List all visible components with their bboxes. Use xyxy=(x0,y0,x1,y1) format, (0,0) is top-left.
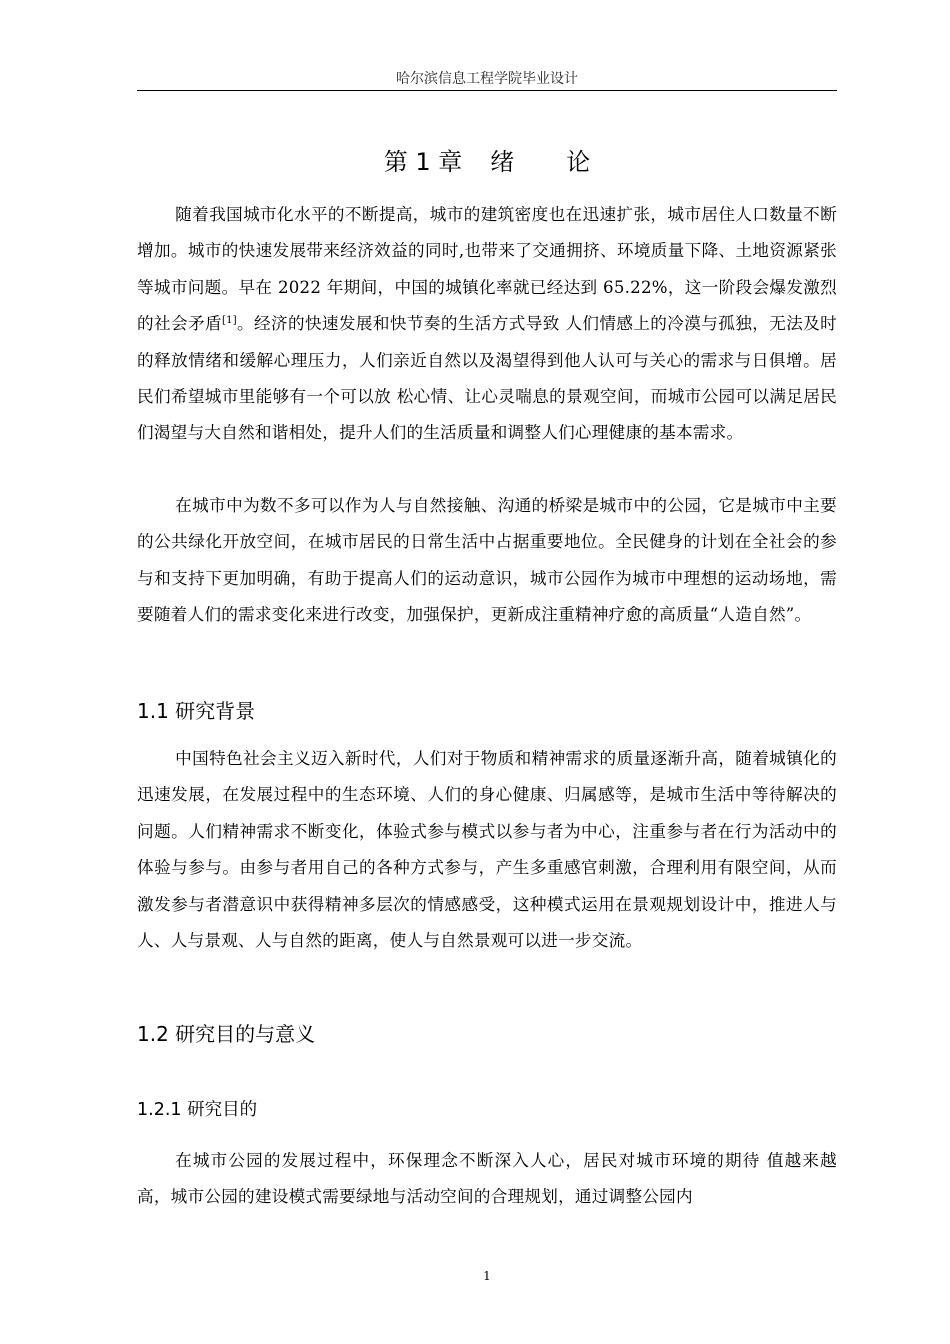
citation-ref-1: [1] xyxy=(221,315,237,327)
intro-paragraph-2: 在城市中为数不多可以作为人与自然接触、沟通的桥梁是城市中的公园，它是城市中主要的公共绿化开放空间，在城市居民的日常生活中占据重要地位。全民健身的计划在全社会的参与和支持下更加明确，有助于提高人们的运动意识，城市公园作为城市中理想的运动场地，需要随着人们的需求变化来进行改变，加强保护，更新成注重精神疗愈的高质量“人造自然”。 xyxy=(137,496,837,625)
intro-paragraph-1-text-b: 。经济的快速发展和快节奏的生活方式导致 人们情感上的冷漠与孤独，无法及时的释放情绪和缓解心理压力，人们亲近自然以及渴望得到他人认可与关心的需求与日俱增。居民们希望城市里能够有一个可以放 松心情、让心灵喘息的景观空间，而城市公园可以满足居民们渴望与大自然和谐相处，提升人们的生活质量和调整人们心理健康的基本需求。 xyxy=(137,314,838,443)
section-1-1-paragraph: 中国特色社会主义迈入新时代，人们对于物质和精神需求的质量逐渐升高，随着城镇化的迅速发展，在发展过程中的生态环境、人们的身心健康、归属感等，是城市生活中等待解决的问题。人们精神需求不断变化，体验式参与模式以参与者为中心，注重参与者在行为活动中的体验与参与。由参与者用自己的各种方式参与，产生多重感官刺激，合理利用有限空间，从而激发参与者潜意识中获得精神多层次的情感感受，这种模式运用在景观规划设计中，推进人与人、人与景观、人与自然的距离，使人与自然景观可以进一步交流。 xyxy=(137,749,837,951)
section-heading-1-1: 1.1 研究背景 xyxy=(137,699,256,723)
chapter-title xyxy=(137,146,837,178)
section-heading-1-2-1: 1.2.1 研究目的 xyxy=(137,1100,258,1120)
header-divider xyxy=(137,90,837,91)
intro-paragraph-1-text-a: 随着我国城市化水平的不断提高，城市的建筑密度也在迅速扩张，城市居住人口数量不断增加。城市的快速发展带来经济效益的同时,也带来了交通拥挤、环境质量下降、土地资源紧张等城市问题。早在 2022 年期间，中国的城镇化率就已经达到 65.22%，这一阶段会爆发激烈的社会矛盾 xyxy=(137,205,837,334)
section-1-2-1-paragraph: 在城市公园的发展过程中，环保理念不断深入人心，居民对城市环境的期待 值越来越高，城市公园的建设模式需要绿地与活动空间的合理规划，通过调整公园内 xyxy=(137,1151,837,1207)
intro-paragraph-1 xyxy=(137,197,837,452)
chapter-title-char-1: 绪 xyxy=(490,148,515,177)
chapter-number: 第 1 章 xyxy=(383,148,463,177)
running-header: 哈尔滨信息工程学院毕业设计 xyxy=(396,71,578,87)
chapter-title-char-2: 论 xyxy=(566,148,591,177)
section-heading-1-2: 1.2 研究目的与意义 xyxy=(137,1022,316,1046)
page-number: 1 xyxy=(483,1269,491,1283)
